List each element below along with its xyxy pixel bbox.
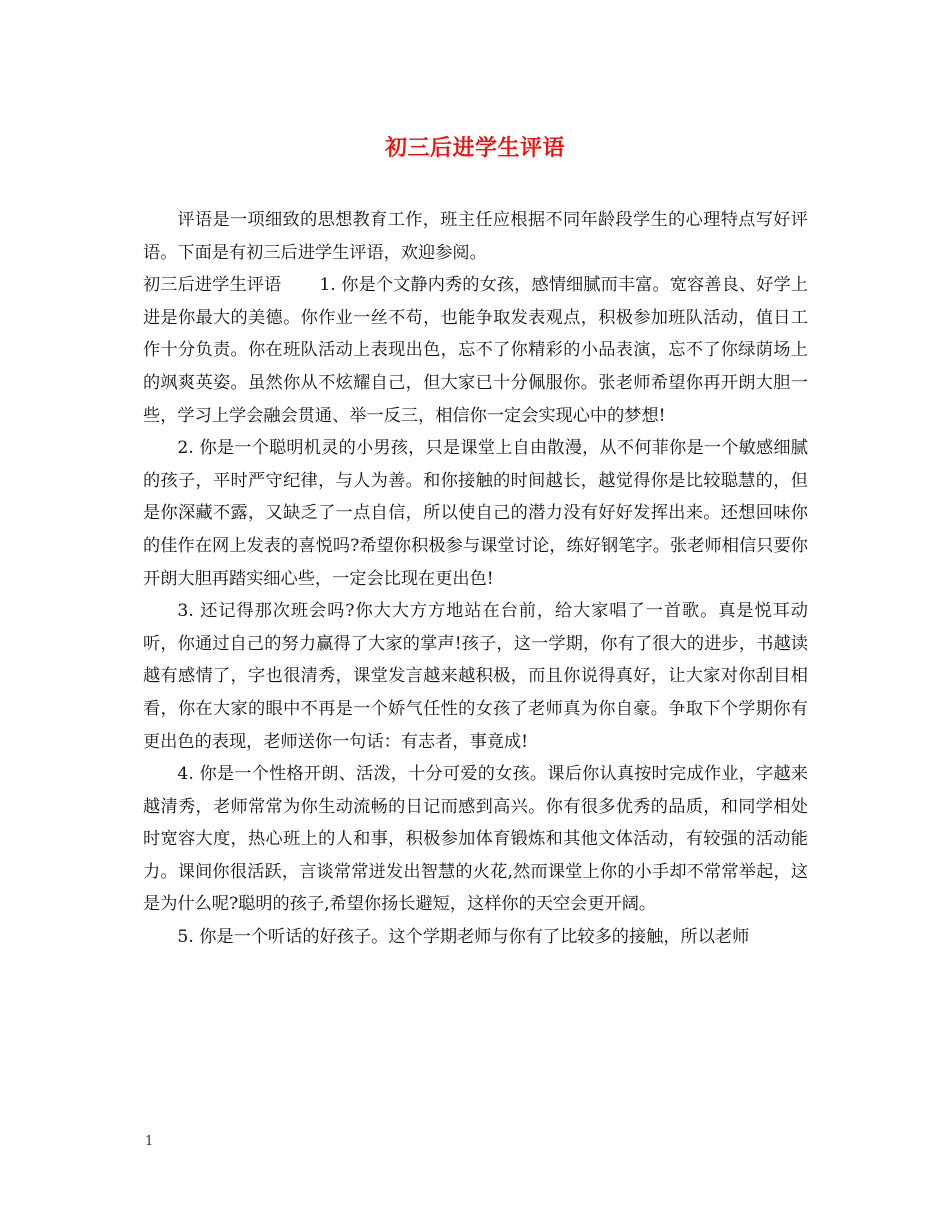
comment-paragraph-2: 2. 你是一个聪明机灵的小男孩，只是课堂上自由散漫，从不何菲你是一个敏感细腻的孩子，平时严守纪律，与人为善。和你接触的时间越长，越觉得你是比较聪慧的，但是你深藏不露，又缺乏了一点自信，所以使自己的潜力没有好好发挥出来。还想回味你的佳作在网上发表的喜悦吗?希望你积极参与课堂讨论，练好钢笔字。张老师相信只要你开朗大胆再踏实细心些，一定会比现在更出色!: [143, 438, 808, 589]
section-label: 初三后进学生评语: [143, 275, 282, 296]
comment-text-1: 1. 你是个文静内秀的女孩，感情细腻而丰富。宽容善良、好学上进是你最大的美德。你作业一丝不苟，也能争取发表观点，积极参加班队活动，值日工作十分负责。你在班队活动上表现出色，忘不了你精彩的小品表演，忘不了你绿荫场上的飒爽英姿。虽然你从不炫耀自己，但大家已十分佩服你。张老师希望你再开朗大胆一些，学习上学会融会贯通、举一反三，相信你一定会实现心中的梦想!: [143, 275, 808, 426]
page-number: 1: [145, 1134, 154, 1149]
document-title: 初三后进学生评语: [384, 135, 565, 161]
intro-paragraph: 评语是一项细致的思想教育工作，班主任应根据不同年龄段学生的心理特点写好评语。下面是有初三后进学生评语，欢迎参阅。: [143, 210, 808, 263]
comment-paragraph-3: 3. 还记得那次班会吗?你大大方方地站在台前，给大家唱了一首歌。真是悦耳动听，你通过自己的努力赢得了大家的掌声!孩子，这一学期，你有了很大的进步，书越读越有感情了，字也很清秀，课堂发言越来越积极，而且你说得真好，让大家对你刮目相看，你在大家的眼中不再是一个娇气任性的女孩了老师真为你自豪。争取下个学期你有更出色的表现，老师送你一句话：有志者，事竟成!: [143, 601, 808, 752]
comment-paragraph-1: [143, 269, 808, 432]
comment-paragraph-5: 5. 你是一个听话的好孩子。这个学期老师与你有了比较多的接触，所以老师: [177, 927, 750, 948]
document-body: [143, 204, 808, 954]
comment-paragraph-4: 4. 你是一个性格开朗、活泼，十分可爱的女孩。课后你认真按时完成作业，字越来越清秀，老师常常为你生动流畅的日记而感到高兴。你有很多优秀的品质，和同学相处时宽容大度，热心班上的人和事，积极参加体育锻炼和其他文体活动，有较强的活动能力。课间你很活跃，言谈常常迸发出智慧的火花,然而课堂上你的小手却不常常举起，这是为什么呢?聪明的孩子,希望你扬长避短，这样你的天空会更开阔。: [143, 764, 808, 915]
